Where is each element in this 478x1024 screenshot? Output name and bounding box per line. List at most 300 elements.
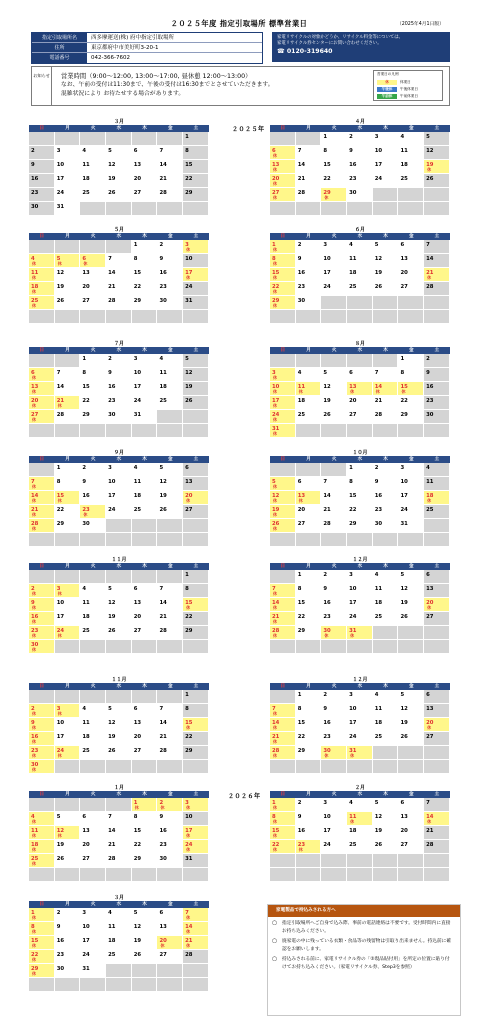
day-number: 8 <box>56 479 61 485</box>
day-cell <box>424 505 450 518</box>
holiday-cell <box>424 268 450 281</box>
day-number: 17 <box>82 938 90 944</box>
holiday-cell <box>29 505 55 518</box>
day-cell <box>80 704 106 717</box>
day-cell <box>132 505 158 518</box>
weekday-label: 火 <box>90 792 96 797</box>
week-row <box>270 132 450 146</box>
day-number: 22 <box>133 842 142 848</box>
day-cell <box>80 584 106 597</box>
day-number: 22 <box>82 398 90 404</box>
day-number: 20 <box>133 734 142 740</box>
day-cell <box>398 491 424 504</box>
day-cell <box>347 410 373 423</box>
day-number: 21 <box>323 507 331 513</box>
day-number: 12 <box>374 256 383 262</box>
day-number: 7 <box>31 479 35 485</box>
day-cell <box>398 612 424 625</box>
day-number: 19 <box>133 938 142 944</box>
day-number: 24 <box>108 507 116 513</box>
weekday-label: 日 <box>39 234 45 239</box>
empty-cell <box>270 854 296 867</box>
day-number: 8 <box>133 814 138 820</box>
day-cell <box>183 626 209 639</box>
empty-cell <box>398 202 424 215</box>
holiday-cell <box>347 746 373 759</box>
day-cell <box>347 146 373 159</box>
empty-cell <box>106 533 132 546</box>
day-number: 17 <box>56 734 65 740</box>
day-number: 19 <box>374 270 383 276</box>
empty-cell <box>296 424 322 437</box>
week-row <box>270 382 450 396</box>
day-number: 12 <box>374 814 383 820</box>
day-number: 21 <box>297 176 306 182</box>
week-row <box>270 690 450 704</box>
week-row <box>270 854 450 868</box>
day-cell <box>321 812 347 825</box>
day-cell <box>157 854 183 867</box>
notice-item: ◯ 持込みされる前に、家電リサイクル券の「⑤現品貼付用」を所定の位置に貼り付けてお持ち込みください。（家電リサイクル券、Step3を参照） <box>268 953 460 971</box>
holiday-cell <box>321 746 347 759</box>
day-number: 13 <box>133 720 142 726</box>
day-number: 6 <box>82 814 87 820</box>
year-label-2025: ２０２５年 <box>232 126 265 133</box>
day-cell <box>132 463 158 476</box>
day-cell <box>55 718 81 731</box>
day-number: 5 <box>108 706 112 712</box>
day-cell <box>321 798 347 811</box>
day-cell <box>55 936 81 949</box>
empty-cell <box>55 132 81 145</box>
holiday-mark: 休 <box>32 389 36 394</box>
empty-cell <box>373 760 399 773</box>
day-number: 3 <box>56 148 61 154</box>
week-row <box>29 505 209 519</box>
empty-cell <box>347 354 373 367</box>
empty-cell <box>106 424 132 437</box>
holiday-cell <box>29 718 55 731</box>
day-number: 26 <box>108 628 116 634</box>
empty-cell <box>321 640 347 653</box>
day-cell <box>132 936 158 949</box>
holiday-cell <box>270 732 296 745</box>
day-number: 5 <box>185 356 189 362</box>
day-number: 22 <box>272 284 280 290</box>
holiday-mark: 休 <box>32 739 36 744</box>
month-title: ４月 <box>354 119 365 125</box>
day-cell <box>424 382 450 395</box>
empty-cell <box>296 640 322 653</box>
day-cell <box>373 282 399 295</box>
day-number: 29 <box>133 856 142 862</box>
holiday-cell <box>29 760 55 773</box>
weekday-label: 日 <box>280 792 286 797</box>
empty-cell <box>106 640 132 653</box>
day-number: 23 <box>426 398 434 404</box>
day-number: 6 <box>133 148 138 154</box>
day-cell <box>347 188 373 201</box>
holiday-cell <box>270 477 296 490</box>
holiday-mark: 休 <box>186 929 191 934</box>
empty-cell <box>80 240 106 253</box>
holiday-mark: 休 <box>324 633 329 638</box>
day-number: 14 <box>56 384 65 390</box>
day-cell <box>347 174 373 187</box>
day-cell <box>157 626 183 639</box>
day-number: 14 <box>108 828 116 834</box>
empty-cell <box>270 533 296 546</box>
holiday-cell <box>29 626 55 639</box>
holiday-mark: 休 <box>350 753 355 758</box>
day-cell <box>321 505 347 518</box>
day-cell <box>55 950 81 963</box>
holiday-mark: 休 <box>32 711 36 716</box>
holiday-cell <box>270 812 296 825</box>
holiday-cell <box>270 519 296 532</box>
week-row <box>29 690 209 704</box>
empty-cell <box>132 519 158 532</box>
day-cell <box>424 798 450 811</box>
day-cell <box>347 368 373 381</box>
holiday-cell <box>29 410 55 423</box>
day-cell <box>157 240 183 253</box>
day-number: 3 <box>185 242 189 248</box>
day-number: 11 <box>297 384 306 390</box>
day-number: 22 <box>400 398 408 404</box>
week-row <box>29 612 209 626</box>
day-number: 7 <box>374 370 379 376</box>
empty-cell <box>373 626 399 639</box>
day-cell <box>157 282 183 295</box>
day-number: 22 <box>272 842 280 848</box>
empty-cell <box>157 868 183 881</box>
day-number: 25 <box>31 298 39 304</box>
week-row <box>270 612 450 626</box>
holiday-cell <box>29 936 55 949</box>
day-number: 22 <box>297 614 306 620</box>
day-cell <box>373 798 399 811</box>
week-row <box>29 491 209 505</box>
empty-cell <box>106 240 132 253</box>
day-number: 2 <box>31 148 35 154</box>
day-cell <box>424 570 450 583</box>
day-number: 2 <box>82 465 87 471</box>
day-cell <box>296 519 322 532</box>
month-calendar <box>29 119 209 216</box>
day-number: 16 <box>56 938 65 944</box>
day-cell <box>424 477 450 490</box>
day-number: 15 <box>31 938 39 944</box>
weekday-label: 木 <box>142 684 147 689</box>
holiday-mark: 休 <box>57 711 62 716</box>
day-number: 28 <box>185 952 193 958</box>
holiday-mark: 休 <box>32 861 36 866</box>
recycle-line-2: 家電リサイクル券センターにお問い合わせください。 <box>277 41 382 46</box>
day-number: 5 <box>272 479 276 485</box>
empty-cell <box>55 533 81 546</box>
holiday-mark: 休 <box>427 498 432 503</box>
hours-line-3: 混雑状況により お待たせする場合があります。 <box>61 91 185 97</box>
hours-line-2: なお、午前の受付は11:30まで、午後の受付は16:30までとさせていただきます。 <box>61 82 274 88</box>
day-number: 11 <box>159 370 167 376</box>
empty-cell <box>183 519 209 532</box>
empty-cell <box>373 424 399 437</box>
holiday-mark: 休 <box>273 403 277 408</box>
weekday-header <box>270 347 450 354</box>
day-number: 3 <box>400 465 405 471</box>
weekday-label: 土 <box>434 126 440 131</box>
day-number: 16 <box>159 270 167 276</box>
info-label-name: 指定引取場所名 <box>32 33 87 42</box>
holiday-mark: 休 <box>186 915 191 920</box>
empty-cell <box>321 533 347 546</box>
empty-cell <box>29 798 55 811</box>
day-number: 24 <box>56 748 65 754</box>
weekday-label: 月 <box>306 457 311 462</box>
day-cell <box>80 463 106 476</box>
day-number: 3 <box>82 910 87 916</box>
day-number: 30 <box>159 856 167 862</box>
weekday-label: 月 <box>306 348 311 353</box>
day-number: 31 <box>185 856 193 862</box>
holiday-cell <box>29 950 55 963</box>
day-number: 25 <box>31 856 39 862</box>
day-cell <box>347 570 373 583</box>
day-number: 5 <box>323 370 328 376</box>
day-number: 9 <box>323 586 328 592</box>
day-cell <box>321 160 347 173</box>
day-cell <box>80 854 106 867</box>
holiday-cell <box>270 396 296 409</box>
weekday-label: 月 <box>306 684 311 689</box>
day-number: 6 <box>297 479 302 485</box>
day-cell <box>321 240 347 253</box>
day-cell <box>183 160 209 173</box>
week-row <box>270 626 450 640</box>
day-cell <box>106 188 132 201</box>
holiday-cell <box>398 382 424 395</box>
day-number: 18 <box>400 162 408 168</box>
day-number: 18 <box>374 720 383 726</box>
day-number: 29 <box>272 298 280 304</box>
day-number: 5 <box>374 800 379 806</box>
day-cell <box>55 840 81 853</box>
week-row <box>29 570 209 584</box>
day-cell <box>106 732 132 745</box>
day-number: 31 <box>185 298 193 304</box>
holiday-cell <box>80 505 106 518</box>
day-number: 2 <box>297 800 302 806</box>
day-cell <box>398 798 424 811</box>
empty-cell <box>347 296 373 309</box>
weekday-label: 金 <box>408 792 414 797</box>
day-number: 8 <box>349 479 353 485</box>
day-cell <box>80 146 106 159</box>
holiday-mark: 休 <box>350 389 355 394</box>
day-cell <box>157 254 183 267</box>
day-cell <box>347 160 373 173</box>
day-number: 24 <box>323 284 331 290</box>
empty-cell <box>373 533 399 546</box>
holiday-mark: 休 <box>134 805 139 810</box>
weekday-label: 木 <box>383 684 388 689</box>
week-row <box>29 188 209 202</box>
day-number: 4 <box>426 465 430 471</box>
holiday-mark: 休 <box>186 247 191 252</box>
day-number: 13 <box>400 256 408 262</box>
holiday-mark: 休 <box>273 195 277 200</box>
day-cell <box>398 174 424 187</box>
holiday-mark: 休 <box>401 389 406 394</box>
holiday-mark: 休 <box>273 375 277 380</box>
day-cell <box>296 612 322 625</box>
day-number: 16 <box>108 384 116 390</box>
empty-cell <box>132 570 158 583</box>
weekday-header <box>270 683 450 690</box>
day-number: 30 <box>426 412 434 418</box>
week-row <box>29 477 209 491</box>
day-cell <box>373 812 399 825</box>
day-cell <box>106 146 132 159</box>
week-row <box>29 826 209 840</box>
holiday-mark: 休 <box>273 819 277 824</box>
weekday-label: 日 <box>39 902 45 907</box>
day-number: 16 <box>323 600 331 606</box>
empty-cell <box>296 533 322 546</box>
month-calendar <box>29 677 209 774</box>
holiday-mark: 休 <box>273 303 277 308</box>
day-number: 20 <box>297 507 306 513</box>
day-number: 9 <box>56 924 61 930</box>
empty-cell <box>29 570 55 583</box>
day-cell <box>157 188 183 201</box>
holiday-mark: 休 <box>273 833 277 838</box>
day-cell <box>55 382 81 395</box>
weekday-label: 日 <box>280 457 286 462</box>
day-cell <box>132 296 158 309</box>
weekday-header <box>270 563 450 570</box>
day-cell <box>424 132 450 145</box>
empty-cell <box>29 533 55 546</box>
day-number: 18 <box>82 614 90 620</box>
day-number: 27 <box>82 298 90 304</box>
day-cell <box>157 382 183 395</box>
empty-cell <box>132 310 158 323</box>
legend-label-am-closed: 午前休業日 <box>400 94 418 98</box>
day-cell <box>373 570 399 583</box>
day-number: 29 <box>349 521 357 527</box>
day-number: 14 <box>297 162 306 168</box>
holiday-cell <box>29 812 55 825</box>
day-cell <box>373 146 399 159</box>
month-calendar <box>270 227 450 324</box>
day-number: 7 <box>185 910 189 916</box>
empty-cell <box>398 424 424 437</box>
day-cell <box>80 922 106 935</box>
week-row <box>29 640 209 654</box>
site-info-table <box>31 32 263 64</box>
day-cell <box>347 463 373 476</box>
day-cell <box>55 463 81 476</box>
day-number: 25 <box>82 748 90 754</box>
week-row <box>270 396 450 410</box>
day-cell <box>183 505 209 518</box>
weekday-label: 日 <box>39 348 45 353</box>
empty-cell <box>55 640 81 653</box>
weekday-label: 日 <box>280 126 286 131</box>
holiday-mark: 休 <box>32 943 36 948</box>
day-number: 30 <box>374 521 383 527</box>
day-cell <box>80 950 106 963</box>
day-number: 20 <box>426 720 434 726</box>
empty-cell <box>157 132 183 145</box>
empty-cell <box>398 640 424 653</box>
day-number: 29 <box>185 748 193 754</box>
weekday-label: 土 <box>193 564 199 569</box>
day-number: 12 <box>56 270 65 276</box>
day-cell <box>132 160 158 173</box>
day-cell <box>398 732 424 745</box>
empty-cell <box>321 424 347 437</box>
week-row <box>29 598 209 612</box>
day-cell <box>424 368 450 381</box>
day-number: 23 <box>159 284 167 290</box>
day-number: 17 <box>185 270 193 276</box>
legend-title: 営業日の凡例 <box>377 72 399 76</box>
weekday-label: 水 <box>357 792 363 797</box>
empty-cell <box>106 760 132 773</box>
holiday-cell <box>29 908 55 921</box>
day-number: 10 <box>185 256 193 262</box>
day-number: 28 <box>374 412 383 418</box>
day-number: 14 <box>159 600 167 606</box>
day-number: 19 <box>323 398 331 404</box>
day-cell <box>183 174 209 187</box>
day-number: 9 <box>159 256 164 262</box>
day-number: 4 <box>374 572 379 578</box>
day-cell <box>296 410 322 423</box>
month-title: ８月 <box>354 341 365 347</box>
holiday-mark: 休 <box>83 261 88 266</box>
day-number: 7 <box>426 242 430 248</box>
empty-cell <box>373 296 399 309</box>
day-number: 8 <box>323 148 328 154</box>
weekday-label: 火 <box>331 684 337 689</box>
day-number: 30 <box>323 628 331 634</box>
day-cell <box>347 505 373 518</box>
day-number: 2 <box>323 572 328 578</box>
holiday-mark: 休 <box>273 275 277 280</box>
weekday-label: 金 <box>167 348 173 353</box>
weekday-label: 火 <box>90 902 96 907</box>
day-number: 3 <box>133 356 138 362</box>
month-calendar <box>29 895 209 992</box>
empty-cell <box>373 310 399 323</box>
day-cell <box>106 491 132 504</box>
day-cell <box>373 826 399 839</box>
day-cell <box>132 584 158 597</box>
weekday-header <box>29 683 209 690</box>
day-number: 19 <box>108 734 116 740</box>
day-cell <box>55 854 81 867</box>
day-cell <box>424 396 450 409</box>
empty-cell <box>296 354 322 367</box>
day-cell <box>55 964 81 977</box>
empty-cell <box>321 354 347 367</box>
day-cell <box>55 732 81 745</box>
weekday-header <box>270 233 450 240</box>
